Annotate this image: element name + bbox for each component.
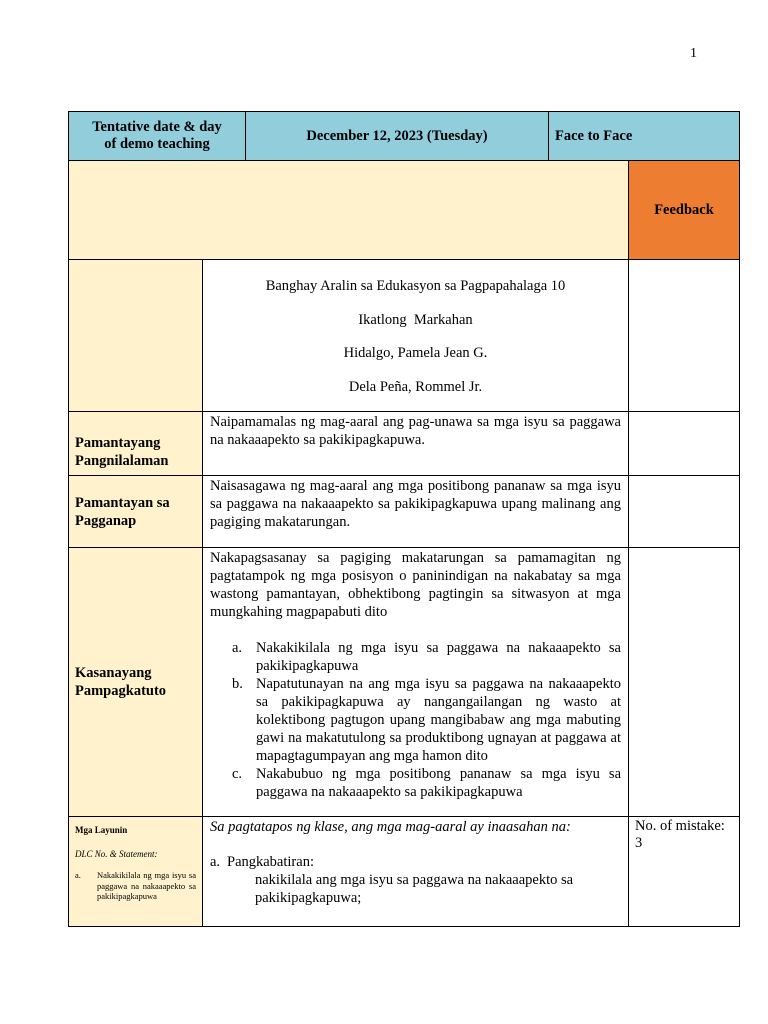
dlc-item	[75, 870, 196, 902]
dlc-label: DLC No. & Statement:	[75, 849, 158, 859]
objectives-item-label: Pangkabatiran:	[227, 854, 314, 870]
dlc-item-text: Nakakikilala ng mga isyu sa paggawa na nakaaapekto sa pakikipagkapuwa	[97, 870, 196, 901]
performance-standard-text: Naisasagawa ng mag-aaral ang mga positibong pananaw sa mga isyu sa paggawa na nakaaapekto sa pakikipagkapuwa upang malinang ang pagiging makatarungan.	[210, 478, 621, 530]
feedback-header-spacer	[68, 160, 629, 260]
learning-competency-list	[210, 639, 621, 801]
learning-competency-feedback	[628, 547, 740, 817]
learning-competency-cell	[202, 547, 629, 817]
objectives-label: Mga Layunin	[75, 825, 128, 835]
objectives-feedback-cell	[628, 816, 740, 927]
content-standard-feedback	[628, 411, 740, 476]
mode-value: Face to Face	[555, 127, 633, 144]
performance-standard-label-cell	[68, 475, 203, 548]
quarter-label: Ikatlong Markahan	[358, 312, 473, 328]
dlc-item-marker: a.	[75, 870, 81, 880]
lesson-plan-title: Banghay Aralin sa Edukasyon sa Pagpapahalaga 10	[265, 278, 566, 294]
learning-competency-label: Kasanayang Pampagkatuto	[75, 665, 167, 699]
date-value-cell	[245, 111, 549, 161]
objectives-item-text: nakikilala ang mga isyu sa paggawa na nakaaapekto sa pakikipagkapuwa;	[255, 872, 574, 906]
author-1: Hidalgo, Pamela Jean G.	[343, 345, 488, 361]
objectives-cell	[202, 816, 629, 927]
date-value: December 12, 2023 (Tuesday)	[306, 127, 488, 144]
title-feedback-cell	[628, 259, 740, 412]
date-label-cell	[68, 111, 246, 161]
content-standard-label: Pamantayang Pangnilalaman	[75, 434, 169, 469]
list-marker: b.	[232, 676, 243, 692]
list-item-text: Nakakikilala ng mga isyu sa paggawa na nakaaapekto sa pakikipagkapuwa	[256, 640, 621, 674]
title-block	[202, 259, 629, 412]
author-2: Dela Peña, Rommel Jr.	[348, 379, 483, 395]
objectives-item	[210, 853, 621, 871]
content-standard-cell	[202, 411, 629, 476]
learning-competency-intro: Nakapagsasanay sa pagiging makatarungan sa pamamagitan ng pagtatampok ng mga posisyon o paninindigan na nakabatay sa mga wastong pamantayan, obhektibong pagtingin sa sitwasyon at mga mungkahing magpapabuti dito	[210, 550, 621, 620]
learning-competency-label-cell	[68, 547, 203, 817]
objectives-intro: Sa pagtatapos ng klase, ang mga mag-aaral ay inaasahan na:	[210, 819, 571, 835]
performance-standard-label: Pamantayan sa Pagganap	[75, 494, 170, 529]
feedback-header: Feedback	[654, 201, 714, 218]
performance-standard-feedback	[628, 475, 740, 548]
list-item	[232, 765, 621, 801]
content-standard-label-cell	[68, 411, 203, 476]
list-marker: a.	[232, 640, 243, 656]
mistake-count: No. of mistake: 3	[635, 818, 725, 851]
page-number: 1	[690, 46, 697, 61]
content-standard-text: Naipamamalas ng mag-aaral ang pag-unawa sa mga isyu sa paggawa na nakaaapekto sa pakikipagkapuwa.	[210, 414, 621, 448]
list-item	[232, 639, 621, 675]
performance-standard-cell	[202, 475, 629, 548]
list-item-text: Nakabubuo ng mga positibong pananaw sa mga isyu sa paggawa na nakaaapekto sa pakikipagkapuwa	[256, 766, 621, 800]
list-item-text: Napatutunayan na ang mga isyu sa paggawa na nakaaapekto sa pakikipagkapuwa ay nangangailangan ng wasto at kolektibong pagtugon upang mangibabaw ang mga mabuting gawi na makatutulong sa produktibong ugnayan at paggawa at mapagtagumpayan ang mga hamon dito	[256, 676, 621, 764]
list-marker: c.	[232, 766, 243, 782]
mode-cell	[548, 111, 740, 161]
objectives-label-cell	[68, 816, 203, 927]
feedback-header-cell	[628, 160, 740, 260]
objectives-item-marker: a.	[210, 854, 221, 870]
date-label: Tentative date & day of demo teaching	[92, 119, 222, 152]
list-item	[232, 675, 621, 765]
title-label-cell	[68, 259, 203, 412]
